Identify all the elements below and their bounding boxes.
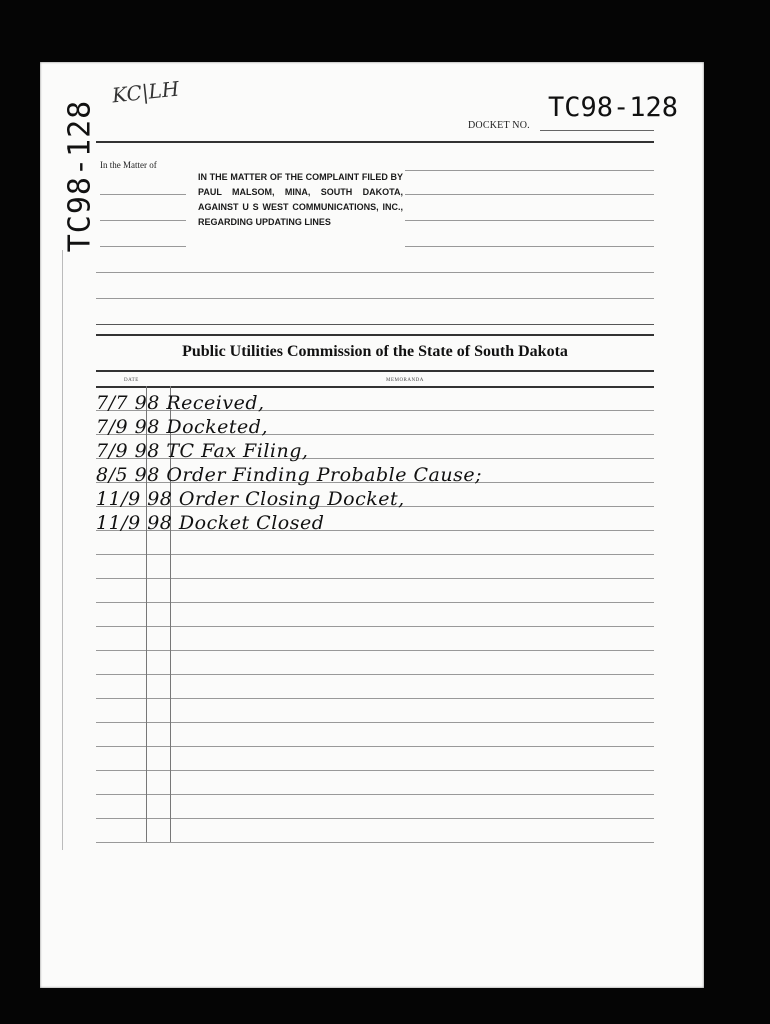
header-rule [96,141,654,143]
docket-entry: 7/9 98 TC Fax Filing, [96,440,309,462]
ledger-line [96,602,654,603]
matter-label: In the Matter of [100,160,157,170]
ledger-line [96,794,654,795]
title-bottom-rule [96,370,654,372]
ledger-line [96,626,654,627]
matter-rule [96,324,654,325]
ledger-line [96,650,654,651]
docket-entry: 7/7 98 Received, [96,392,265,414]
matter-rule [96,272,654,273]
matter-rule [100,246,186,247]
ledger-line [96,746,654,747]
matter-rule [405,194,654,195]
ledger-line [96,818,654,819]
docket-label: DOCKET NO. [468,120,530,131]
ledger-line [96,674,654,675]
matter-rule [96,298,654,299]
matter-rule [405,246,654,247]
matter-rule [100,194,186,195]
handwritten-initials: KC|LH [110,76,181,108]
side-docket-stamp: TC98-128 [62,99,98,253]
matter-rule [405,170,654,171]
ledger-line [96,578,654,579]
title-top-rule [96,334,654,336]
ledger-line [96,842,654,843]
docket-entry: 8/5 98 Order Finding Probable Cause; [96,464,483,486]
matter-description: IN THE MATTER OF THE COMPLAINT FILED BY PAUL MALSOM, MINA, SOUTH DAKOTA, AGAINST U S WEST COMMUNICATIONS, INC., REGARDING UPDATING LINES [198,172,403,227]
docket-entry: 7/9 98 Docketed, [96,416,268,438]
memoranda-column-header: MEMORANDA [386,378,424,383]
docket-entry: 11/9 98 Order Closing Docket, [96,488,405,510]
ledger-line [96,770,654,771]
ledger-line [96,722,654,723]
docket-underline [540,130,654,131]
docket-number: TC98-128 [548,92,679,123]
matter-rule [100,220,186,221]
docket-entry: 11/9 98 Docket Closed [96,512,325,534]
commission-title: Public Utilities Commission of the State of South Dakota [182,343,568,360]
matter-rule [405,220,654,221]
page-margin-line [62,250,63,850]
column-header-rule [96,386,654,388]
date-column-header: DATE [124,378,139,383]
ledger-line [96,698,654,699]
ledger-line [96,554,654,555]
